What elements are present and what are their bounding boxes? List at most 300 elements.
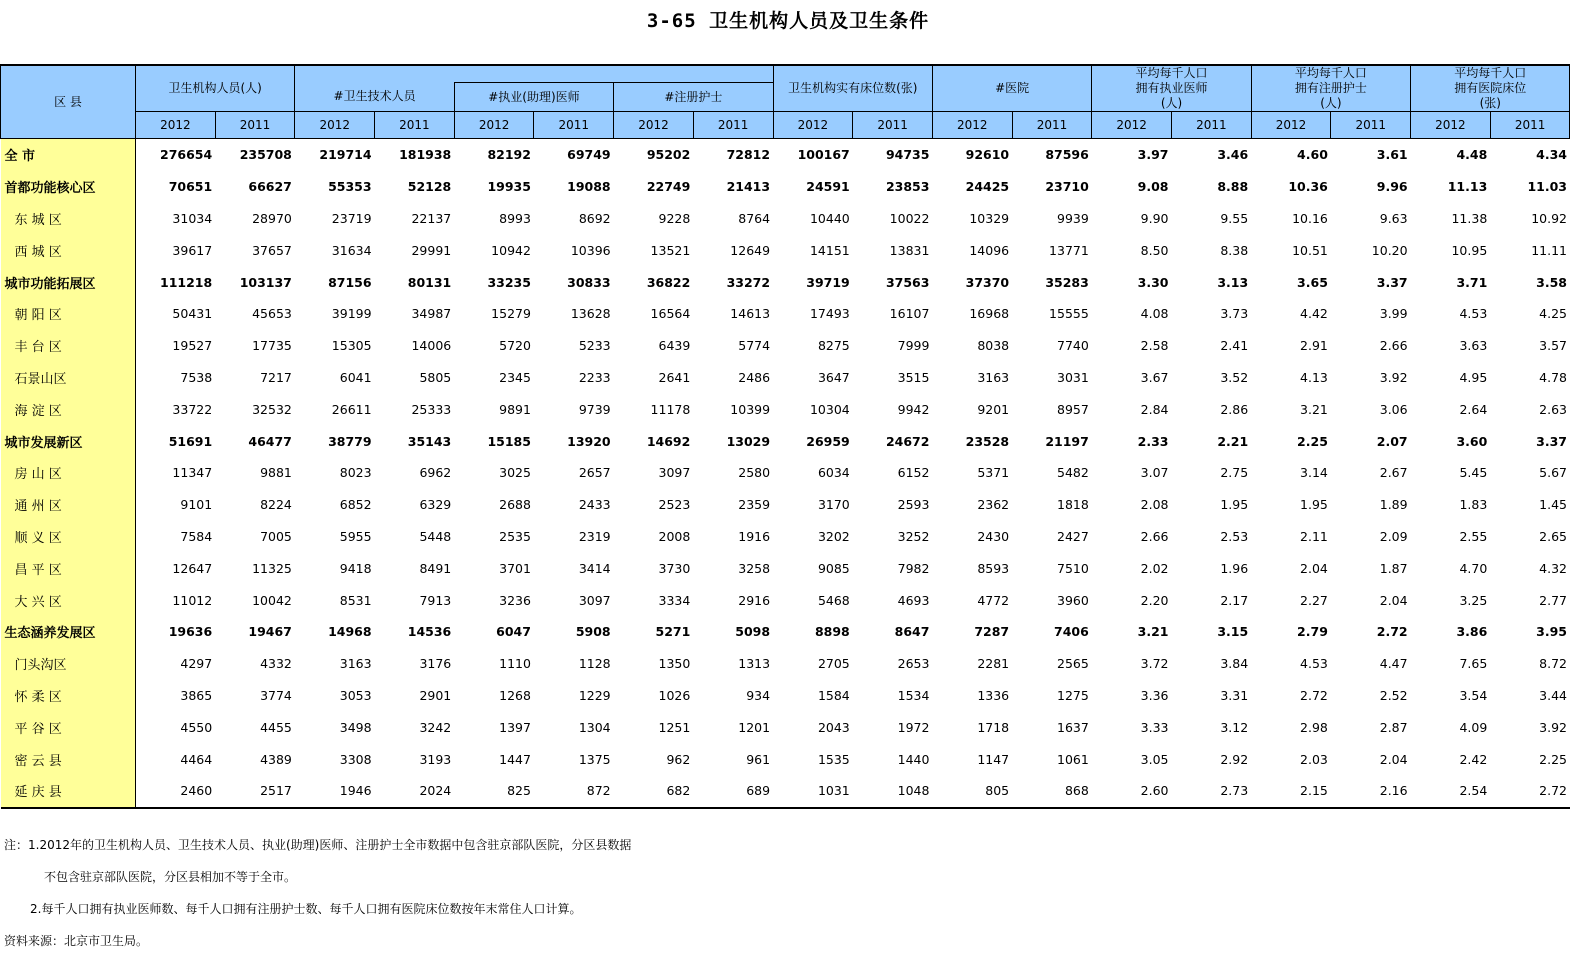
table-cell: 3258 (738, 560, 771, 576)
table-cell: 4389 (260, 751, 292, 767)
table-cell: 1.87 (1379, 560, 1408, 576)
table-cell: 13831 (889, 242, 930, 258)
table-cell: 4.47 (1379, 656, 1408, 672)
header-staff: 卫生机构人员(人) (136, 65, 295, 112)
table-cell: 2.20 (1140, 592, 1169, 608)
table-cell: 2657 (578, 465, 611, 481)
table-cell: 3.33 (1140, 719, 1169, 735)
table-cell: 2.03 (1300, 751, 1328, 767)
table-cell: 8224 (260, 497, 292, 513)
table-cell: 12649 (730, 242, 771, 258)
table-cell: 22137 (411, 210, 452, 226)
table-cell: 34987 (411, 306, 452, 322)
table-cell: 2024 (375, 775, 455, 808)
table-cell: 33235 (487, 274, 531, 290)
header-doctors-per-thousand: 平均每千人口 拥有执业医师 (人) (1092, 65, 1251, 112)
table-cell: 11.38 (1451, 210, 1488, 226)
table-row (1, 457, 1570, 489)
table-cell: 2.67 (1379, 465, 1408, 481)
table-cell: 3031 (1057, 369, 1089, 385)
table-cell: 3.95 (1536, 624, 1567, 640)
table-cell: 12647 (172, 560, 213, 576)
table-cell: 1.45 (1539, 497, 1567, 513)
table-cell: 805 (932, 775, 1012, 808)
table-cell: 9.90 (1140, 210, 1169, 226)
table-cell: 9.08 (1137, 179, 1169, 195)
table-cell: 868 (1012, 775, 1092, 808)
table-cell: 3025 (499, 465, 531, 481)
table-cell: 7406 (1054, 624, 1089, 640)
table-cell: 23710 (1045, 179, 1089, 195)
table-cell: 30833 (567, 274, 611, 290)
table-row (1, 489, 1570, 521)
table-cell: 24672 (885, 433, 930, 449)
region-name: 丰 台 区 (1, 330, 136, 362)
header-year: 2012 (1092, 112, 1172, 139)
table-cell: 2.66 (1379, 338, 1408, 354)
table-cell: 3.25 (1459, 592, 1488, 608)
table-cell: 15185 (487, 433, 531, 449)
table-cell: 7740 (1057, 338, 1089, 354)
table-cell: 8491 (419, 560, 452, 576)
table-cell: 7217 (260, 369, 292, 385)
table-cell: 8023 (339, 465, 372, 481)
table-cell: 2.07 (1376, 433, 1408, 449)
header-year: 2012 (1251, 112, 1331, 139)
table-cell: 9939 (1057, 210, 1089, 226)
table-cell: 2.04 (1300, 560, 1328, 576)
region-name: 首都功能核心区 (1, 171, 136, 203)
table-cell: 100167 (797, 147, 850, 163)
region-name: 怀 柔 区 (1, 680, 136, 712)
table-cell: 3.60 (1456, 433, 1488, 449)
region-name: 城市发展新区 (1, 425, 136, 457)
table-cell: 1304 (578, 719, 611, 735)
table-cell: 10.51 (1292, 242, 1328, 258)
table-cell: 22749 (646, 179, 691, 195)
table-cell: 1447 (499, 751, 531, 767)
table-cell: 5098 (735, 624, 771, 640)
table-cell: 10399 (730, 401, 771, 417)
table-cell: 2.11 (1300, 528, 1328, 544)
table-cell: 1718 (977, 719, 1010, 735)
header-nurses-per-thousand: 平均每千人口 拥有注册护士 (人) (1251, 65, 1410, 112)
table-cell: 3.63 (1459, 338, 1488, 354)
table-cell: 14151 (809, 242, 850, 258)
header-staff-subgroup-top (295, 65, 773, 83)
table-cell: 4.95 (1459, 369, 1488, 385)
table-cell: 55353 (328, 179, 372, 195)
header-year: 2012 (1411, 112, 1491, 139)
table-cell: 31634 (331, 242, 372, 258)
header-year: 2011 (693, 112, 773, 139)
table-cell: 6034 (817, 465, 850, 481)
table-cell: 13771 (1049, 242, 1089, 258)
table-cell: 3.65 (1297, 274, 1328, 290)
table-cell: 1268 (499, 687, 531, 703)
table-body (1, 139, 1570, 808)
header-year: 2011 (1331, 112, 1411, 139)
table-cell: 26611 (331, 401, 372, 417)
table-cell: 4332 (260, 656, 292, 672)
table-cell: 36822 (646, 274, 691, 290)
table-cell: 2.91 (1300, 338, 1328, 354)
table-cell: 6041 (339, 369, 372, 385)
table-cell: 2427 (1057, 528, 1089, 544)
table-cell: 2517 (215, 775, 295, 808)
table-cell: 1313 (738, 656, 771, 672)
header-nurses: #注册护士 (614, 83, 773, 112)
table-cell: 10396 (570, 242, 611, 258)
table-cell: 2.60 (1092, 775, 1172, 808)
footnote-1: 注：1.2012年的卫生机构人员、卫生技术人员、执业(助理)医师、注册护士全市数据中包含驻京部队医院，分区县数据 (4, 838, 632, 852)
table-cell: 2.25 (1297, 433, 1328, 449)
table-cell: 3242 (419, 719, 452, 735)
table-cell: 1535 (817, 751, 850, 767)
table-cell: 2.58 (1140, 338, 1169, 354)
table-cell: 2281 (977, 656, 1010, 672)
table-cell: 94735 (885, 147, 930, 163)
header-year: 2011 (375, 112, 455, 139)
table-cell: 2.27 (1300, 592, 1328, 608)
region-name: 全 市 (1, 139, 136, 171)
table-cell: 2523 (658, 497, 691, 513)
table-cell: 3176 (419, 656, 452, 672)
table-cell: 5448 (419, 528, 452, 544)
header-year: 2012 (136, 112, 216, 139)
table-cell: 3.46 (1217, 147, 1249, 163)
table-cell: 31034 (172, 210, 213, 226)
table-cell: 3.44 (1539, 687, 1567, 703)
table-cell: 9201 (977, 401, 1010, 417)
table-cell: 1397 (499, 719, 531, 735)
table-cell: 39617 (172, 242, 213, 258)
table-cell: 5.45 (1459, 465, 1488, 481)
table-cell: 13521 (650, 242, 691, 258)
table-cell: 10329 (969, 210, 1010, 226)
table-cell: 111218 (160, 274, 213, 290)
table-cell: 2.92 (1220, 751, 1249, 767)
table-cell: 9.55 (1220, 210, 1249, 226)
table-cell: 32532 (252, 401, 292, 417)
table-cell: 2486 (738, 369, 771, 385)
table-cell: 5908 (575, 624, 611, 640)
table-cell: 5482 (1057, 465, 1089, 481)
table-cell: 2901 (419, 687, 452, 703)
header-years-row (1, 112, 1570, 139)
table-cell: 2.09 (1379, 528, 1408, 544)
table-cell: 1637 (1057, 719, 1089, 735)
region-name: 门头沟区 (1, 648, 136, 680)
region-name: 生态涵养发展区 (1, 616, 136, 648)
region-name: 城市功能拓展区 (1, 266, 136, 298)
table-cell: 37370 (965, 274, 1010, 290)
table-cell: 14613 (730, 306, 771, 322)
table-cell: 2705 (817, 656, 850, 672)
table-cell: 10.95 (1451, 242, 1488, 258)
table-cell: 1.96 (1220, 560, 1249, 576)
table-cell: 16564 (650, 306, 691, 322)
table-cell: 2.66 (1140, 528, 1169, 544)
table-cell: 3.13 (1217, 274, 1249, 290)
table-cell: 11012 (172, 592, 213, 608)
header-year: 2011 (215, 112, 295, 139)
table-cell: 80131 (407, 274, 452, 290)
table-cell: 5271 (655, 624, 691, 640)
table-cell: 2.52 (1379, 687, 1408, 703)
table-cell: 50431 (172, 306, 213, 322)
table-cell: 25333 (411, 401, 452, 417)
table-cell: 2460 (136, 775, 216, 808)
table-cell: 2.42 (1459, 751, 1488, 767)
table-cell: 28970 (252, 210, 292, 226)
statistics-table (0, 64, 1570, 809)
table-row (1, 330, 1570, 362)
table-cell: 1201 (738, 719, 771, 735)
table-row (1, 711, 1570, 743)
table-cell: 3.84 (1220, 656, 1249, 672)
table-cell: 1.89 (1379, 497, 1408, 513)
table-cell: 3193 (419, 751, 452, 767)
table-row (1, 393, 1570, 425)
region-name: 朝 阳 区 (1, 298, 136, 330)
table-cell: 2916 (738, 592, 771, 608)
table-cell: 1110 (499, 656, 531, 672)
header-region: 区 县 (1, 65, 136, 139)
table-cell: 11325 (252, 560, 292, 576)
table-cell: 11.11 (1531, 242, 1567, 258)
table-row (1, 584, 1570, 616)
table-row (1, 203, 1570, 235)
table-cell: 2362 (977, 497, 1010, 513)
table-cell: 1275 (1057, 687, 1089, 703)
header-year: 2012 (773, 112, 853, 139)
table-cell: 11347 (172, 465, 213, 481)
table-cell: 3170 (817, 497, 850, 513)
table-cell: 3.30 (1137, 274, 1169, 290)
table-cell: 70651 (168, 179, 213, 195)
table-cell: 10.20 (1371, 242, 1408, 258)
table-cell: 10.16 (1292, 210, 1328, 226)
table-cell: 15555 (1049, 306, 1089, 322)
table-cell: 6962 (419, 465, 452, 481)
table-row (1, 552, 1570, 584)
table-cell: 3.52 (1220, 369, 1249, 385)
table-cell: 3647 (817, 369, 850, 385)
table-cell: 5955 (339, 528, 372, 544)
header-doctors: #执业(助理)医师 (454, 83, 613, 112)
table-cell: 2.04 (1379, 592, 1408, 608)
table-cell: 1375 (578, 751, 611, 767)
table-cell: 2565 (1057, 656, 1089, 672)
table-cell: 1026 (658, 687, 691, 703)
table-cell: 2.15 (1251, 775, 1331, 808)
table-cell: 3.97 (1137, 147, 1169, 163)
table-row (1, 139, 1570, 171)
footnote-1-continued: 不包含驻京部队医院，分区县相加不等于全市。 (44, 870, 297, 884)
table-cell: 3097 (578, 592, 611, 608)
table-cell: 3515 (897, 369, 930, 385)
table-cell: 19935 (487, 179, 531, 195)
table-row (1, 775, 1570, 808)
table-cell: 2.63 (1539, 401, 1567, 417)
table-cell: 8898 (814, 624, 850, 640)
table-cell: 8531 (339, 592, 372, 608)
table-cell: 3.61 (1376, 147, 1408, 163)
table-cell: 10.92 (1531, 210, 1567, 226)
table-cell: 3308 (339, 751, 372, 767)
table-cell: 19636 (168, 624, 213, 640)
table-cell: 1.83 (1459, 497, 1488, 513)
table-cell: 8038 (977, 338, 1010, 354)
table-cell: 14968 (328, 624, 372, 640)
table-cell: 4.70 (1459, 560, 1488, 576)
table-cell: 95202 (646, 147, 691, 163)
table-row (1, 266, 1570, 298)
table-cell: 3163 (339, 656, 372, 672)
table-cell: 3.21 (1300, 401, 1328, 417)
table-cell: 2.54 (1411, 775, 1491, 808)
table-cell: 2.87 (1379, 719, 1408, 735)
table-cell: 3053 (339, 687, 372, 703)
table-cell: 4.42 (1300, 306, 1328, 322)
table-cell: 3252 (897, 528, 930, 544)
table-cell: 15279 (491, 306, 531, 322)
table-cell: 2.75 (1220, 465, 1249, 481)
table-cell: 4.25 (1539, 306, 1567, 322)
table-cell: 13920 (567, 433, 611, 449)
table-cell: 23719 (331, 210, 372, 226)
table-cell: 2319 (578, 528, 611, 544)
table-cell: 3414 (578, 560, 611, 576)
table-cell: 9.63 (1379, 210, 1408, 226)
table-cell: 1048 (853, 775, 933, 808)
table-cell: 4.60 (1297, 147, 1328, 163)
table-cell: 14692 (646, 433, 691, 449)
table-cell: 689 (693, 775, 773, 808)
table-cell: 2.16 (1331, 775, 1411, 808)
region-name: 大 兴 区 (1, 584, 136, 616)
table-cell: 962 (666, 751, 691, 767)
table-cell: 3730 (658, 560, 691, 576)
table-cell: 103137 (239, 274, 292, 290)
table-cell: 3.36 (1140, 687, 1169, 703)
table-row (1, 171, 1570, 203)
table-cell: 3.86 (1456, 624, 1488, 640)
table-cell: 8692 (578, 210, 611, 226)
table-cell: 87156 (328, 274, 372, 290)
table-cell: 235708 (239, 147, 292, 163)
region-name: 房 山 区 (1, 457, 136, 489)
table-cell: 14096 (969, 242, 1010, 258)
table-cell: 9881 (260, 465, 292, 481)
table-cell: 14536 (407, 624, 452, 640)
table-cell: 39719 (806, 274, 850, 290)
table-cell: 1336 (977, 687, 1010, 703)
table-cell: 4.53 (1459, 306, 1488, 322)
table-cell: 2.21 (1217, 433, 1249, 449)
table-cell: 9739 (578, 401, 611, 417)
table-cell: 4772 (977, 592, 1010, 608)
table-cell: 3960 (1057, 592, 1089, 608)
header-year: 2011 (534, 112, 614, 139)
table-cell: 3.14 (1300, 465, 1328, 481)
table-cell: 17493 (809, 306, 850, 322)
header-beds: 卫生机构实有床位数(张) (773, 65, 932, 112)
table-cell: 2359 (738, 497, 771, 513)
table-cell: 1.95 (1300, 497, 1328, 513)
table-cell: 29991 (411, 242, 452, 258)
table-cell: 15305 (331, 338, 372, 354)
table-cell: 14006 (411, 338, 452, 354)
header-year: 2012 (932, 112, 1012, 139)
table-cell: 1251 (658, 719, 691, 735)
table-cell: 2653 (897, 656, 930, 672)
table-cell: 3.99 (1379, 306, 1408, 322)
table-cell: 7.65 (1459, 656, 1488, 672)
table-row (1, 521, 1570, 553)
table-cell: 3.07 (1140, 465, 1169, 481)
table-cell: 13029 (726, 433, 771, 449)
table-cell: 3.67 (1140, 369, 1169, 385)
table-cell: 961 (746, 751, 771, 767)
table-cell: 33722 (172, 401, 213, 417)
table-cell: 3097 (658, 465, 691, 481)
table-row (1, 234, 1570, 266)
header-year: 2012 (614, 112, 694, 139)
table-cell: 1031 (773, 775, 853, 808)
table-cell: 24425 (965, 179, 1010, 195)
table-cell: 2433 (578, 497, 611, 513)
header-year: 2012 (295, 112, 375, 139)
table-cell: 2233 (578, 369, 611, 385)
table-cell: 9942 (897, 401, 930, 417)
table-cell: 4.08 (1140, 306, 1169, 322)
table-cell: 4.53 (1300, 656, 1328, 672)
table-cell: 6439 (658, 338, 691, 354)
table-cell: 2.98 (1300, 719, 1328, 735)
table-cell: 4.48 (1456, 147, 1488, 163)
table-cell: 45653 (252, 306, 292, 322)
table-cell: 3.05 (1140, 751, 1169, 767)
table-cell: 8275 (817, 338, 850, 354)
table-cell: 4297 (180, 656, 213, 672)
table-cell: 3.31 (1220, 687, 1249, 703)
table-cell: 3498 (339, 719, 372, 735)
table-cell: 3.54 (1459, 687, 1488, 703)
table-cell: 3.71 (1456, 274, 1488, 290)
table-cell: 219714 (319, 147, 372, 163)
table-cell: 4550 (180, 719, 213, 735)
table-cell: 26959 (806, 433, 850, 449)
table-cell: 4.13 (1300, 369, 1328, 385)
table-cell: 872 (534, 775, 614, 808)
table-cell: 10022 (889, 210, 930, 226)
table-cell: 3236 (499, 592, 531, 608)
table-cell: 2008 (658, 528, 691, 544)
table-cell: 1061 (1057, 751, 1089, 767)
table-cell: 3.58 (1536, 274, 1567, 290)
table-cell: 6329 (419, 497, 452, 513)
table-cell: 8957 (1057, 401, 1089, 417)
table-cell: 3163 (977, 369, 1010, 385)
table-cell: 23528 (965, 433, 1010, 449)
table-cell: 7510 (1057, 560, 1089, 576)
table-cell: 10942 (491, 242, 531, 258)
table-cell: 2.25 (1539, 751, 1567, 767)
table-cell: 13628 (570, 306, 611, 322)
table-cell: 3.92 (1539, 719, 1567, 735)
